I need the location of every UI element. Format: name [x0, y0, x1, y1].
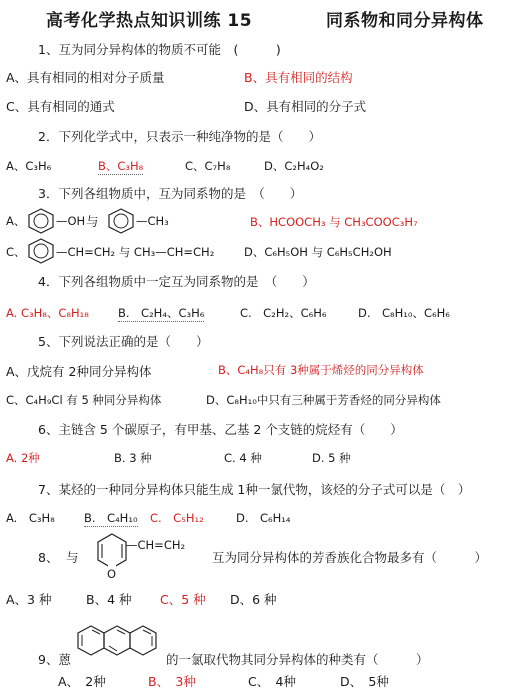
q3-option-c-prefix: C、: [6, 245, 26, 259]
q3-option-c-text: CH=CH₂ 与 CH₃—CH=CH₂: [67, 245, 215, 259]
question-3-stem: 3．下列各组物质中，互为同系物的是 （ ）: [38, 186, 303, 201]
question-4-stem: 4．下列各组物质中一定互为同系物的是 （ ）: [38, 274, 315, 289]
q3-option-a-prefix: A、: [6, 214, 26, 228]
q3-option-b: B、HCOOCH₃ 与 CH₃COOC₃H₇: [250, 215, 418, 229]
q7-option-d: D. C₆H₁₄: [236, 511, 291, 525]
q3-option-a-with: 与: [86, 214, 99, 229]
q8-option-a: A、3 种: [6, 592, 52, 607]
q2-option-c: C、C₇H₈: [185, 159, 231, 173]
q1-option-a: A、具有相同的相对分子质量: [6, 70, 165, 85]
q8-ring-oxygen: O: [107, 567, 117, 581]
q7-option-b: B. C₄H₁₀: [84, 511, 138, 525]
q4-option-a: A. C₃H₈、C₈H₁₈: [6, 306, 89, 320]
question-9-number: 9、蒽: [38, 652, 71, 667]
q7-option-a: A. C₃H₈: [6, 511, 55, 525]
q5-option-a: A、戊烷有 2种同分异构体: [6, 364, 152, 379]
question-2-stem: 2．下列化学式中，只表示一种纯净物的是（ ）: [38, 129, 321, 144]
q5-option-d: D、C₈H₁₀中只有三种属于芳香烃的同分异构体: [206, 393, 441, 407]
q8-option-d: D、6 种: [230, 592, 277, 607]
q1-option-c: C、具有相同的通式: [6, 99, 115, 114]
q3-phenol-oh: OH: [67, 214, 86, 228]
q2-option-a: A、C₃H₆: [6, 159, 52, 173]
question-1-stem: 1、互为同分异构体的物质不可能 ( ): [38, 42, 281, 57]
question-8-number: 8、: [38, 550, 59, 565]
question-8-with: 与: [66, 550, 79, 565]
page-subtitle: 同系物和同分异构体: [326, 11, 484, 31]
q8-option-c: C、5 种: [160, 592, 206, 607]
q6-option-c: C. 4 种: [224, 451, 262, 465]
q4-option-d: D. C₈H₁₀、C₆H₆: [358, 306, 450, 320]
q4-option-c: C. C₂H₂、C₆H₆: [240, 306, 327, 320]
benzene-ring-icon: [106, 207, 136, 235]
q9-option-b: B、 3种: [148, 674, 196, 689]
q2-option-b: B、C₃H₈: [98, 159, 144, 173]
question-8-stem: 互为同分异构体的芳香族化合物最多有（ ）: [212, 550, 488, 565]
page-title: 高考化学热点知识训练 15: [46, 11, 253, 31]
benzene-ring-icon: [26, 207, 56, 235]
q1-option-d: D、具有相同的分子式: [244, 99, 367, 114]
question-5-stem: 5、下列说法正确的是（ ）: [38, 334, 209, 349]
q9-option-a: A、 2种: [58, 674, 106, 689]
q3-toluene-ch3: CH₃: [147, 214, 169, 228]
q9-option-c: C、 4种: [248, 674, 296, 689]
anthracene-structure-icon: [76, 622, 162, 662]
q6-option-d: D. 5 种: [312, 451, 351, 465]
q5-option-c: C、C₄H₉Cl 有 5 种同分异构体: [6, 393, 162, 407]
q8-option-b: B、4 种: [86, 592, 132, 607]
question-9-stem: 的一氯取代物其同分异构体的种类有（ ）: [166, 652, 429, 667]
question-6-stem: 6、主链含 5 个碳原子，有甲基、乙基 2 个支链的烷烃有（ ）: [38, 422, 403, 437]
q5-option-b: B、C₄H₈只有 3种属于烯烃的同分异构体: [218, 363, 424, 377]
q9-option-d: D、 5种: [340, 674, 389, 689]
question-7-stem: 7、某烃的一种同分异构体只能生成 1种一氯代物，该烃的分子式可以是（ ）: [38, 482, 471, 497]
q6-option-b: B. 3 种: [114, 451, 152, 465]
q1-option-b: B、具有相同的结构: [244, 70, 353, 85]
benzene-ring-icon: [26, 237, 56, 265]
q2-option-d: D、C₂H₄O₂: [264, 159, 324, 173]
q6-option-a: A. 2种: [6, 451, 40, 465]
q7-option-c: C. C₅H₁₂: [150, 511, 204, 525]
q8-vinyl-label: CH=CH₂: [137, 538, 186, 552]
q4-option-b: B. C₂H₄、C₃H₆: [118, 306, 205, 320]
q3-option-d: D、C₆H₅OH 与 C₆H₅CH₂OH: [244, 245, 392, 259]
